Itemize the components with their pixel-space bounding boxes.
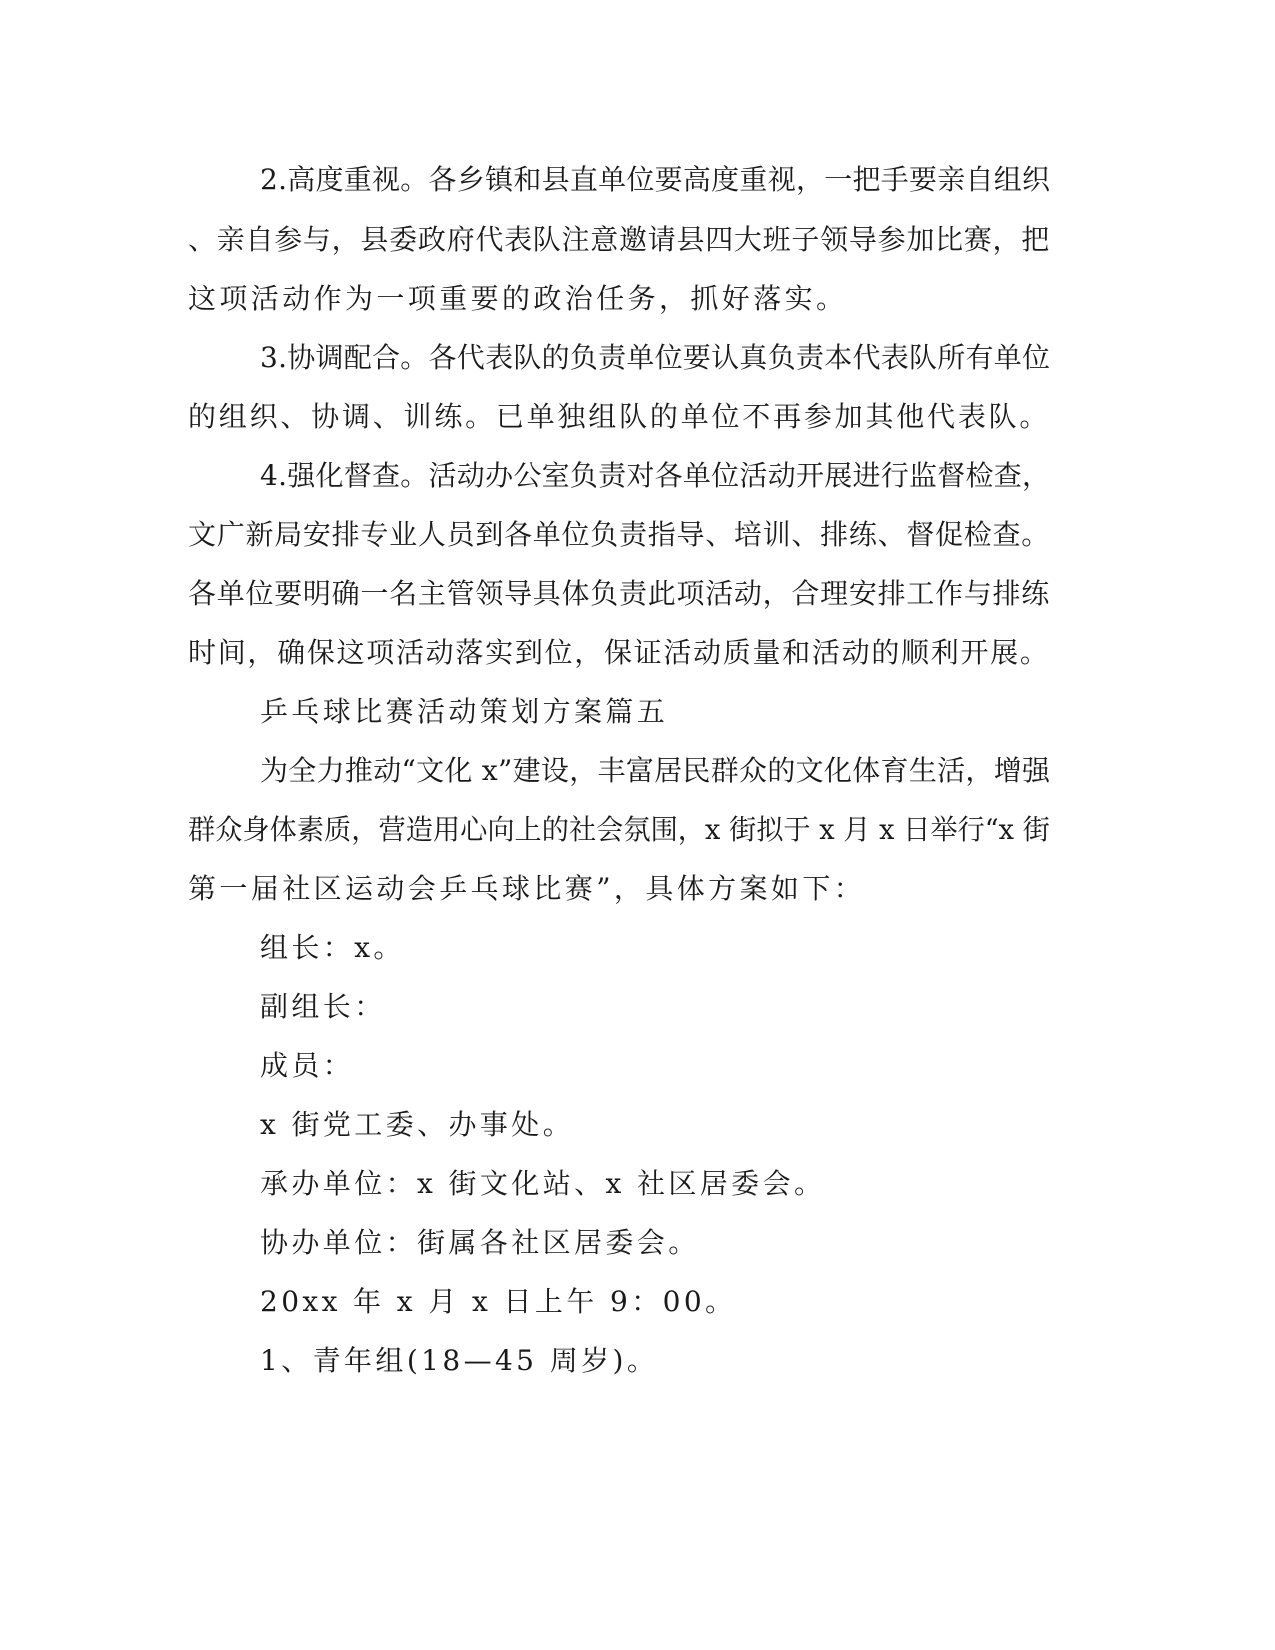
paragraph-line: 文广新局安排专业人员到各单位负责指导、培训、排练、督促检查。 [188,518,1051,551]
paragraph-line: 第一届社区运动会乒乓球比赛”，具体方案如下： [188,872,866,905]
paragraph-line: 4.强化督查。活动办公室负责对各单位活动开展进行监督检查， [260,459,1051,492]
paragraph-line: 各单位要明确一名主管领导具体负责此项活动，合理安排工作与排练 [188,577,1051,610]
paragraph-line: 2.高度重视。各乡镇和县直单位要高度重视，一把手要亲自组织 [260,163,1051,196]
paragraph-line: 承办单位：x 街文化站、x 社区居委会。 [260,1167,826,1200]
paragraph-line: 的组织、协调、训练。已单独组队的单位不再参加其他代表队。 [188,400,1051,433]
paragraph-line: 3.协调配合。各代表队的负责单位要认真负责本代表队所有单位 [260,341,1051,374]
paragraph-line: 这项活动作为一项重要的政治任务，抓好落实。 [188,282,848,315]
paragraph-line: 成员： [260,1049,355,1082]
paragraph-line: 副组长： [260,990,386,1023]
section-heading: 乒乓球比赛活动策划方案篇五 [260,695,669,728]
paragraph-line: 组长：x。 [260,931,405,964]
paragraph-line: 为全力推动“文化 x”建设，丰富居民群众的文化体育生活，增强 [260,754,1051,787]
paragraph-line: 协办单位：街属各社区居委会。 [260,1226,700,1259]
paragraph-line: 、亲自参与，县委政府代表队注意邀请县四大班子领导参加比赛，把 [188,223,1051,256]
paragraph-line: 群众身体素质，营造用心向上的社会氛围，x 街拟于 x 月 x 日举行“x 街 [188,813,1050,846]
paragraph-line: 1、青年组(18—45 周岁)。 [260,1344,659,1377]
paragraph-line: 20xx 年 x 月 x 日上午 9：00。 [260,1285,737,1318]
paragraph-line: 时间，确保这项活动落实到位，保证活动质量和活动的顺利开展。 [188,636,1050,669]
paragraph-line: x 街党工委、办事处。 [260,1108,575,1141]
